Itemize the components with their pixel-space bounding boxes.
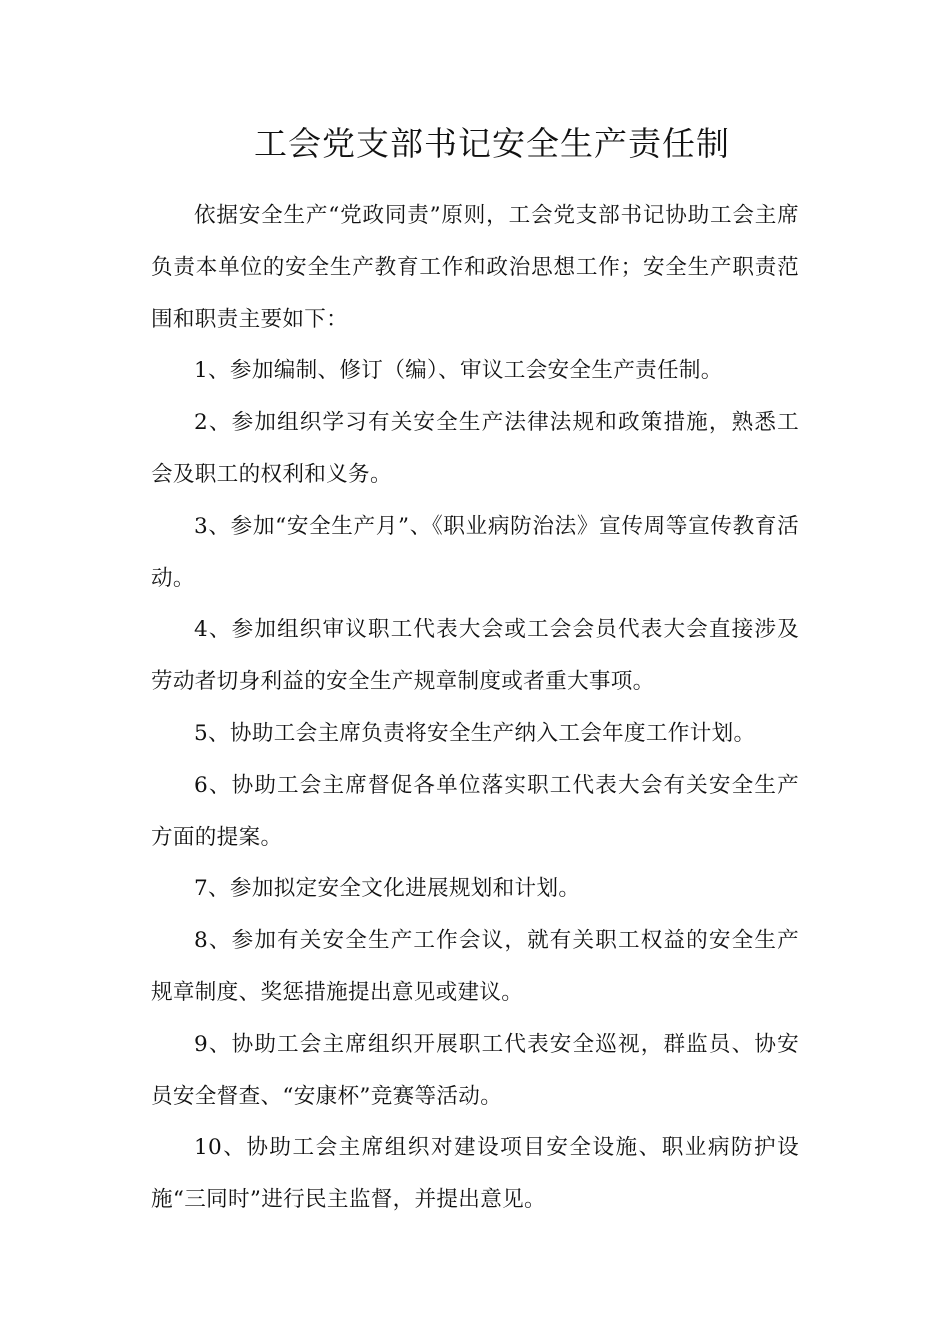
duty-item-3: 3、参加“安全生产月”、《职业病防治法》宣传周等宣传教育活动。 bbox=[151, 513, 799, 591]
duty-item-6: 6、协助工会主席督促各单位落实职工代表大会有关安全生产方面的提案。 bbox=[151, 772, 799, 850]
duty-item-10: 10、协助工会主席组织对建设项目安全设施、职业病防护设施“三同时”进行民主监督，并提出意见。 bbox=[151, 1135, 799, 1213]
document-title: 工会党支部书记安全生产责任制 bbox=[254, 124, 730, 163]
duty-item-8: 8、参加有关安全生产工作会议，就有关职工权益的安全生产规章制度、奖惩措施提出意见或建议。 bbox=[151, 928, 799, 1005]
duty-item-4: 4、参加组织审议职工代表大会或工会会员代表大会直接涉及劳动者切身利益的安全生产规章制度或者重大事项。 bbox=[151, 617, 799, 695]
duty-item-5: 5、协助工会主席负责将安全生产纳入工会年度工作计划。 bbox=[194, 720, 756, 746]
intro-paragraph: 依据安全生产“党政同责”原则，工会党支部书记协助工会主席负责本单位的安全生产教育工作和政治思想工作；安全生产职责范围和职责主要如下： bbox=[151, 203, 799, 332]
duty-item-7: 7、参加拟定安全文化进展规划和计划。 bbox=[194, 876, 581, 902]
document-body bbox=[151, 190, 799, 1226]
duty-item-2: 2、参加组织学习有关安全生产法律法规和政策措施，熟悉工会及职工的权利和义务。 bbox=[151, 410, 799, 487]
duty-item-9: 9、协助工会主席组织开展职工代表安全巡视，群监员、协安员安全督查、“安康杯”竞赛等活动。 bbox=[151, 1031, 799, 1109]
duty-item-1: 1、参加编制、修订（编）、审议工会安全生产责任制。 bbox=[194, 358, 723, 384]
